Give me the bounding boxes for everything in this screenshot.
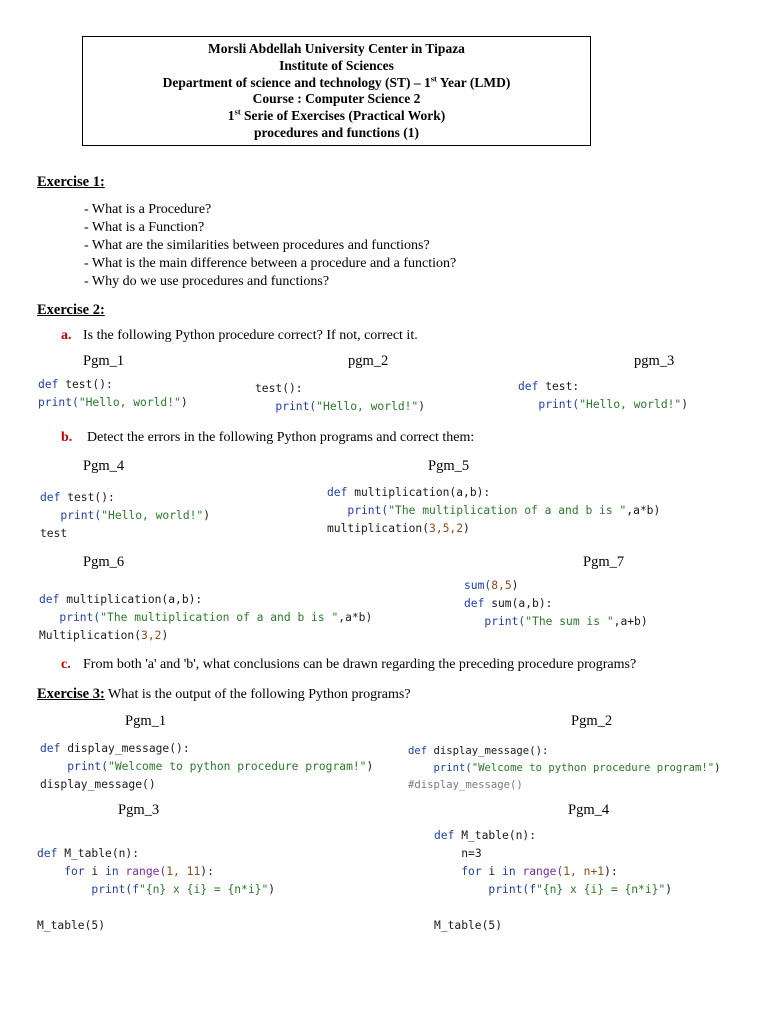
code-pgm7: sum(8,5) def sum(a,b): print("The sum is ",a+b) xyxy=(464,579,648,628)
code-pgm4: def test(): print("Hello, world!") test xyxy=(40,491,211,540)
ex3-pgm1-label: Pgm_1 xyxy=(125,713,167,729)
exercise3-heading xyxy=(37,686,411,703)
header-department: Department of science and technology (ST) – 1st Year (LMD) xyxy=(162,73,511,90)
code-ex3-pgm2: def display_message(): print("Welcome to python procedure program!") #display_message() xyxy=(408,745,721,791)
ex3-pgm2-label: Pgm_2 xyxy=(571,713,613,729)
pgm7-label: Pgm_7 xyxy=(583,554,625,570)
exercise1-question: - What is a Function? xyxy=(84,220,205,235)
exercise1-question: - What is the main difference between a procedure and a function? xyxy=(84,256,457,271)
exercise1-question: - What is a Procedure? xyxy=(84,202,212,217)
pgm4-label: Pgm_4 xyxy=(83,458,125,474)
header-university: Morsli Abdellah University Center in Tipaza xyxy=(208,41,465,56)
header-serie: 1st Serie of Exercises (Practical Work) xyxy=(227,106,446,124)
header-institute: Institute of Sciences xyxy=(279,57,394,73)
pgm5-label: Pgm_5 xyxy=(428,458,470,474)
exercise3-question: What is the output of the following Python programs? xyxy=(104,687,411,702)
ex3-pgm3-label: Pgm_3 xyxy=(118,802,160,818)
code-pgm6: def multiplication(a,b): print("The multiplication of a and b is ",a*b) Multiplication(3,2) xyxy=(39,593,373,642)
exercise1-question: - What are the similarities between procedures and functions? xyxy=(84,238,430,253)
header-course: Course : Computer Science 2 xyxy=(252,91,421,107)
exercise2-marker-c: c. xyxy=(61,657,71,672)
header-topic: procedures and functions (1) xyxy=(254,124,419,140)
code-ex3-pgm4: def M_table(n): n=3 for i in range(1, n+1): print(f"{n} x {i} = {n*i}") M_table(5) xyxy=(434,829,673,932)
code-ex3-pgm1: def display_message(): print("Welcome to python procedure program!") display_message() xyxy=(40,742,374,791)
exercise2-question-b: Detect the errors in the following Python programs and correct them: xyxy=(87,430,475,445)
exercise2-marker-a: a. xyxy=(61,328,72,343)
exercise2-title: Exercise 2: xyxy=(37,302,105,318)
pgm2-label: pgm_2 xyxy=(348,353,389,369)
code-ex3-pgm3: def M_table(n): for i in range(1, 11): print(f"{n} x {i} = {n*i}") M_table(5) xyxy=(37,847,276,932)
pgm6-label: Pgm_6 xyxy=(83,554,125,570)
exercise2-question-a: Is the following Python procedure correct? If not, correct it. xyxy=(83,328,418,343)
ex3-pgm4-label: Pgm_4 xyxy=(568,802,610,818)
exercise1-title: Exercise 1: xyxy=(37,174,105,190)
exercise1-question: - Why do we use procedures and functions? xyxy=(84,274,330,289)
document-header xyxy=(82,36,591,146)
exercise3-title: Exercise 3: xyxy=(37,686,105,702)
code-pgm3: def test: print("Hello, world!") xyxy=(518,380,689,411)
code-pgm5: def multiplication(a,b): print("The multiplication of a and b is ",a*b) multiplication(3,5,2) xyxy=(327,486,661,535)
code-pgm1: def test(): print("Hello, world!") xyxy=(38,378,188,409)
code-pgm2: test(): print("Hello, world!") xyxy=(255,382,426,413)
exercise2-question-c: From both 'a' and 'b', what conclusions can be drawn regarding the preceding procedure programs? xyxy=(83,657,637,672)
pgm1-label: Pgm_1 xyxy=(83,353,125,369)
pgm3-label: pgm_3 xyxy=(634,353,675,369)
exercise2-marker-b: b. xyxy=(61,430,73,445)
